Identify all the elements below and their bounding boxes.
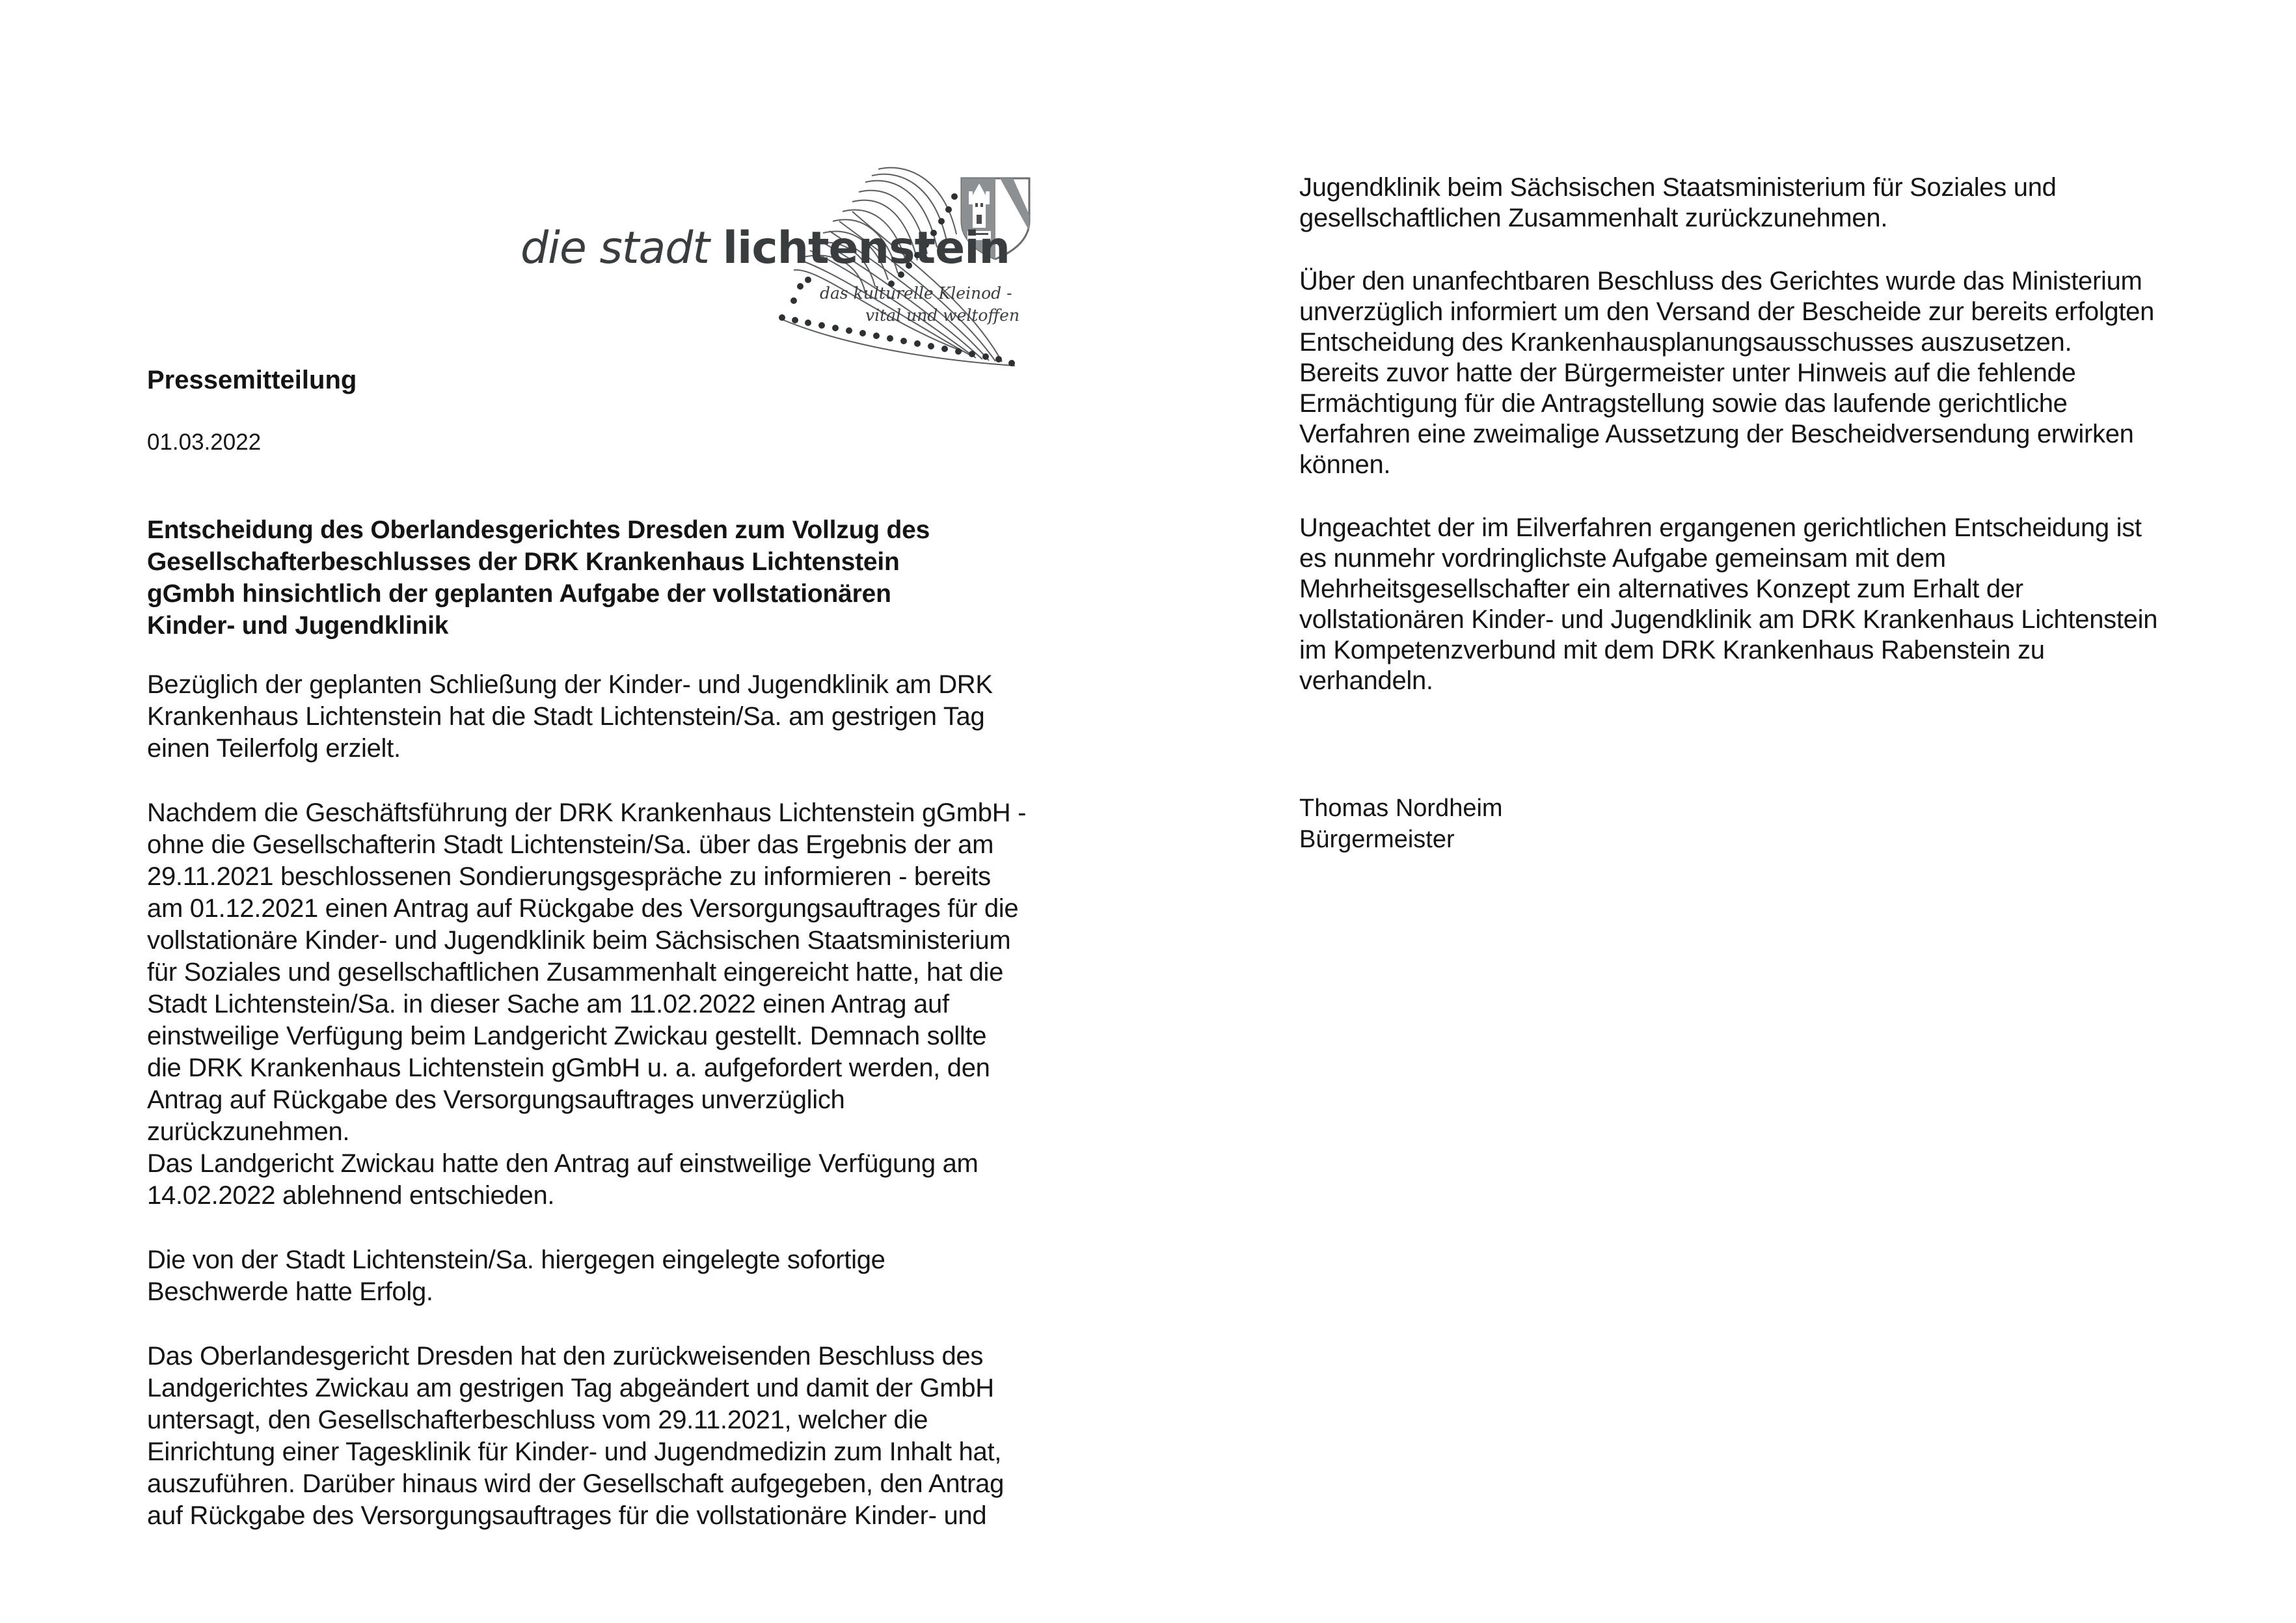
text-line: einen Teilerfolg erzielt.: [147, 734, 401, 763]
text-line: zurückzunehmen.: [147, 1117, 350, 1146]
headline-line: gGmbh hinsichtlich der geplanten Aufgabe der vollstationären: [147, 580, 891, 608]
city-logo: [514, 156, 1074, 377]
text-line: auszuführen. Darüber hinaus wird der Gesellschaft aufgegeben, den Antrag: [147, 1469, 1005, 1498]
text-line: Ermächtigung für die Antragstellung sowie das laufende gerichtliche: [1299, 389, 2068, 418]
text-line: Nachdem die Geschäftsführung der DRK Krankenhaus Lichtenstein gGmbH -: [147, 798, 1027, 827]
text-line: Ungeachtet der im Eilverfahren ergangenen gerichtlichen Entscheidung ist: [1299, 513, 2142, 542]
headline-line: Kinder- und Jugendklinik: [147, 612, 449, 640]
text-line: Landgerichtes Zwickau am gestrigen Tag abgeändert und damit der GmbH: [147, 1374, 994, 1402]
text-line: Mehrheitsgesellschafter ein alternatives Konzept zum Erhalt der: [1299, 575, 2023, 603]
right-column: [1299, 172, 2223, 855]
text-line: am 01.12.2021 einen Antrag auf Rückgabe des Versorgungsauftrages für die: [147, 894, 1019, 923]
logo-wordmark-light: die stadt: [520, 223, 723, 274]
text-line: Krankenhaus Lichtenstein hat die Stadt Lichtenstein/Sa. am gestrigen Tag: [147, 702, 985, 731]
text-line: 29.11.2021 beschlossenen Sondierungsgespräche zu informieren - bereits: [147, 862, 991, 891]
text-line: auf Rückgabe des Versorgungsauftrages für die vollstationäre Kinder- und: [147, 1501, 987, 1530]
text-line: für Soziales und gesellschaftlichen Zusammenhalt eingereicht hatte, hat die: [147, 958, 1004, 987]
text-line: vollstationäre Kinder- und Jugendklinik beim Sächsischen Staatsministerium: [147, 926, 1011, 955]
text-line: einstweilige Verfügung beim Landgericht Zwickau gestellt. Demnach sollte: [147, 1022, 987, 1050]
signature-block: [1299, 793, 2223, 855]
text-line: untersagt, den Gesellschafterbeschluss vom 29.11.2021, welcher die: [147, 1406, 928, 1434]
text-line: 14.02.2022 ablehnend entschieden.: [147, 1181, 555, 1210]
paragraph: [1299, 513, 2223, 696]
paragraph: [1299, 172, 2223, 234]
text-line: gesellschaftlichen Zusammenhalt zurückzunehmen.: [1299, 204, 1888, 232]
text-line: Bereits zuvor hatte der Bürgermeister unter Hinweis auf die fehlende: [1299, 359, 2076, 387]
left-column: [147, 364, 1123, 1532]
headline-line: Entscheidung des Oberlandesgerichtes Dresden zum Vollzug des: [147, 516, 930, 544]
text-line: können.: [1299, 450, 1391, 479]
text-line: Beschwerde hatte Erfolg.: [147, 1277, 433, 1306]
text-line: die DRK Krankenhaus Lichtenstein gGmbH u. a. aufgefordert werden, den: [147, 1054, 990, 1082]
text-line: ohne die Gesellschafterin Stadt Lichtenstein/Sa. über das Ergebnis der am: [147, 830, 994, 859]
text-line: es nunmehr vordringlichste Aufgabe gemeinsam mit dem: [1299, 544, 1946, 573]
paragraph: [147, 797, 1123, 1148]
headline-line: Gesellschafterbeschlusses der DRK Krankenhaus Lichtenstein: [147, 548, 900, 576]
paragraph: [1299, 266, 2223, 358]
text-line: Stadt Lichtenstein/Sa. in dieser Sache am 11.02.2022 einen Antrag auf: [147, 990, 949, 1018]
text-line: unverzüglich informiert um den Versand der Bescheide zur bereits erfolgten: [1299, 297, 2155, 326]
text-line: Das Landgericht Zwickau hatte den Antrag auf einstweilige Verfügung am: [147, 1149, 979, 1178]
paragraph: [147, 669, 1123, 765]
logo-tagline-line2: vital und weltoffen: [865, 306, 1020, 325]
text-line: Antrag auf Rückgabe des Versorgungsauftrages unverzüglich: [147, 1085, 845, 1114]
text-line: Verfahren eine zweimalige Aussetzung der Bescheidversendung erwirken: [1299, 420, 2134, 448]
signature-name: Thomas Nordheim: [1299, 795, 1503, 822]
text-line: vollstationären Kinder- und Jugendklinik am DRK Krankenhaus Lichtenstein: [1299, 605, 2158, 634]
paragraph: [1299, 358, 2223, 480]
paragraph: [147, 1244, 1123, 1308]
document-type: Pressemitteilung: [147, 366, 357, 394]
document-date: 01.03.2022: [147, 430, 262, 455]
logo-wordmark-bold: lichtenstein: [722, 223, 1010, 274]
text-line: Über den unanfechtbaren Beschluss des Gerichtes wurde das Ministerium: [1299, 267, 2142, 295]
text-line: Entscheidung des Krankenhausplanungsausschusses auszusetzen.: [1299, 328, 2072, 357]
text-line: Das Oberlandesgericht Dresden hat den zurückweisenden Beschluss des: [147, 1342, 984, 1371]
text-line: Einrichtung einer Tagesklinik für Kinder- und Jugendmedizin zum Inhalt hat,: [147, 1438, 1002, 1466]
paragraph: [147, 1341, 1123, 1532]
text-line: im Kompetenzverbund mit dem DRK Krankenhaus Rabenstein zu: [1299, 636, 2045, 664]
text-line: Bezüglich der geplanten Schließung der Kinder- und Jugendklinik am DRK: [147, 670, 993, 699]
text-line: Die von der Stadt Lichtenstein/Sa. hiergegen eingelegte sofortige: [147, 1246, 885, 1274]
signature-title: Bürgermeister: [1299, 826, 1455, 853]
headline: [147, 514, 1123, 642]
paragraph: [147, 1148, 1123, 1212]
logo-tagline-line1: das kulturelle Kleinod -: [820, 284, 1012, 303]
text-line: verhandeln.: [1299, 666, 1433, 695]
logo-wordmark: [520, 223, 1010, 274]
text-line: Jugendklinik beim Sächsischen Staatsministerium für Soziales und: [1299, 173, 2057, 202]
